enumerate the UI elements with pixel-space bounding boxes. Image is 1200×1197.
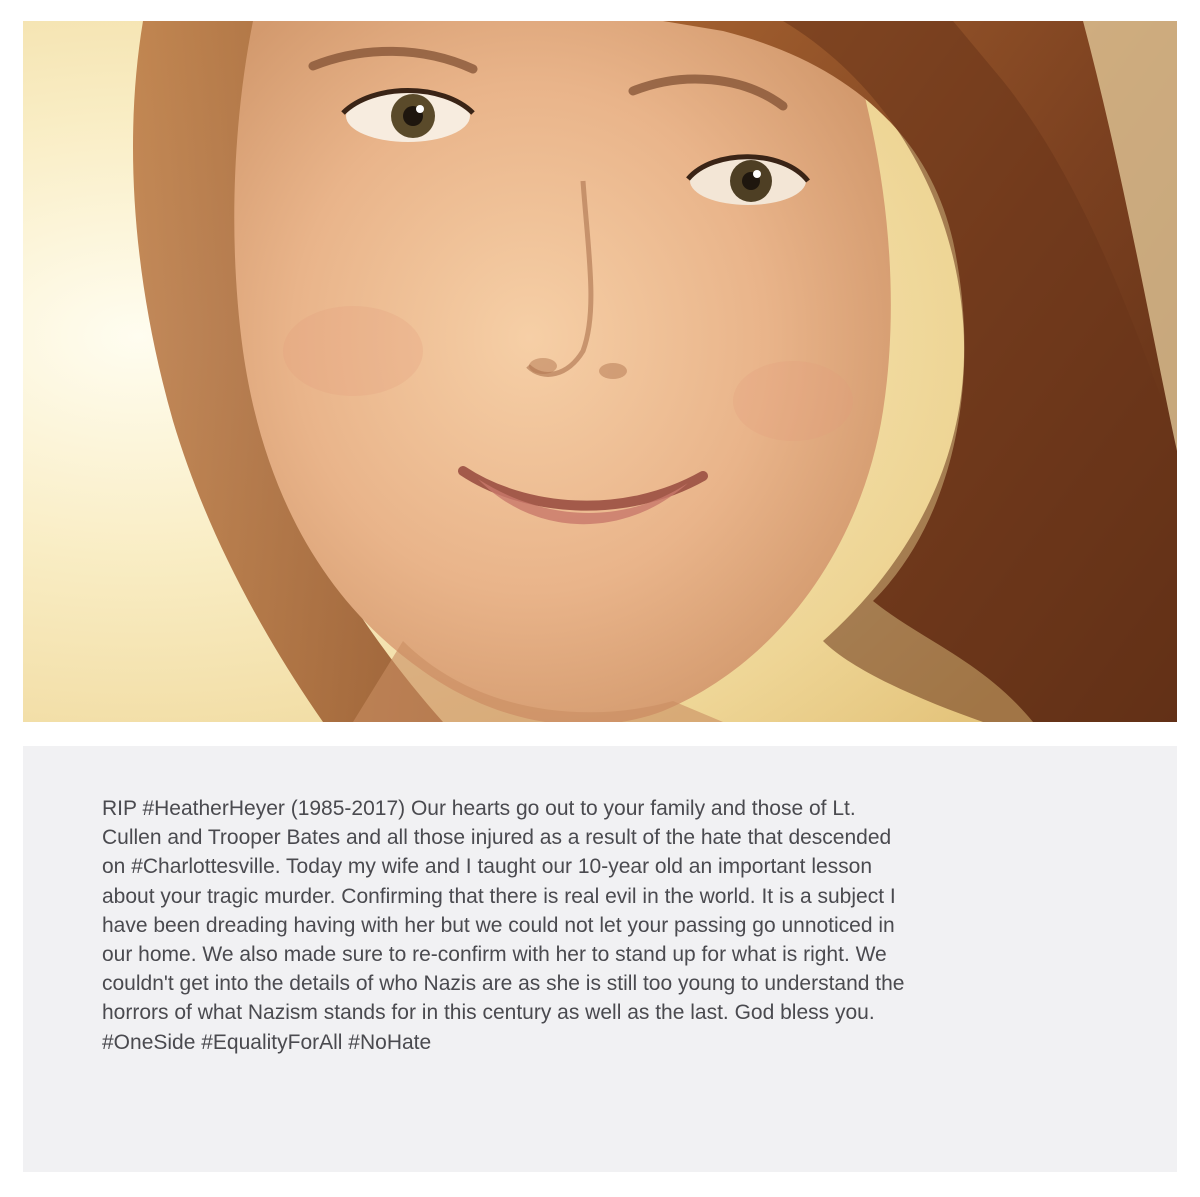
caption-text: RIP #HeatherHeyer (1985-2017) Our hearts go out to your family and those of Lt. Cullen and Trooper Bates and all those injured as a result of the hate that descended on #Charlottesville. Today my wife and I taught our 10-year old an important lesson about your tragic murder. Confirming that there is real evil in the world. It is a subject I have been dreading having with her but we could not let your passing go unnoticed in our home. We also made sure to re-confirm with her to stand up for what is right. We couldn't get into the details of who Nazis are as she is still too young to understand the horrors of what Nazism stands for in this century as well as the last. God bless you. #OneSide #EqualityForAll #NoHate — [102, 797, 905, 1054]
caption-panel — [23, 746, 1177, 1172]
portrait-photo — [23, 21, 1177, 722]
portrait-illustration — [23, 21, 1177, 722]
